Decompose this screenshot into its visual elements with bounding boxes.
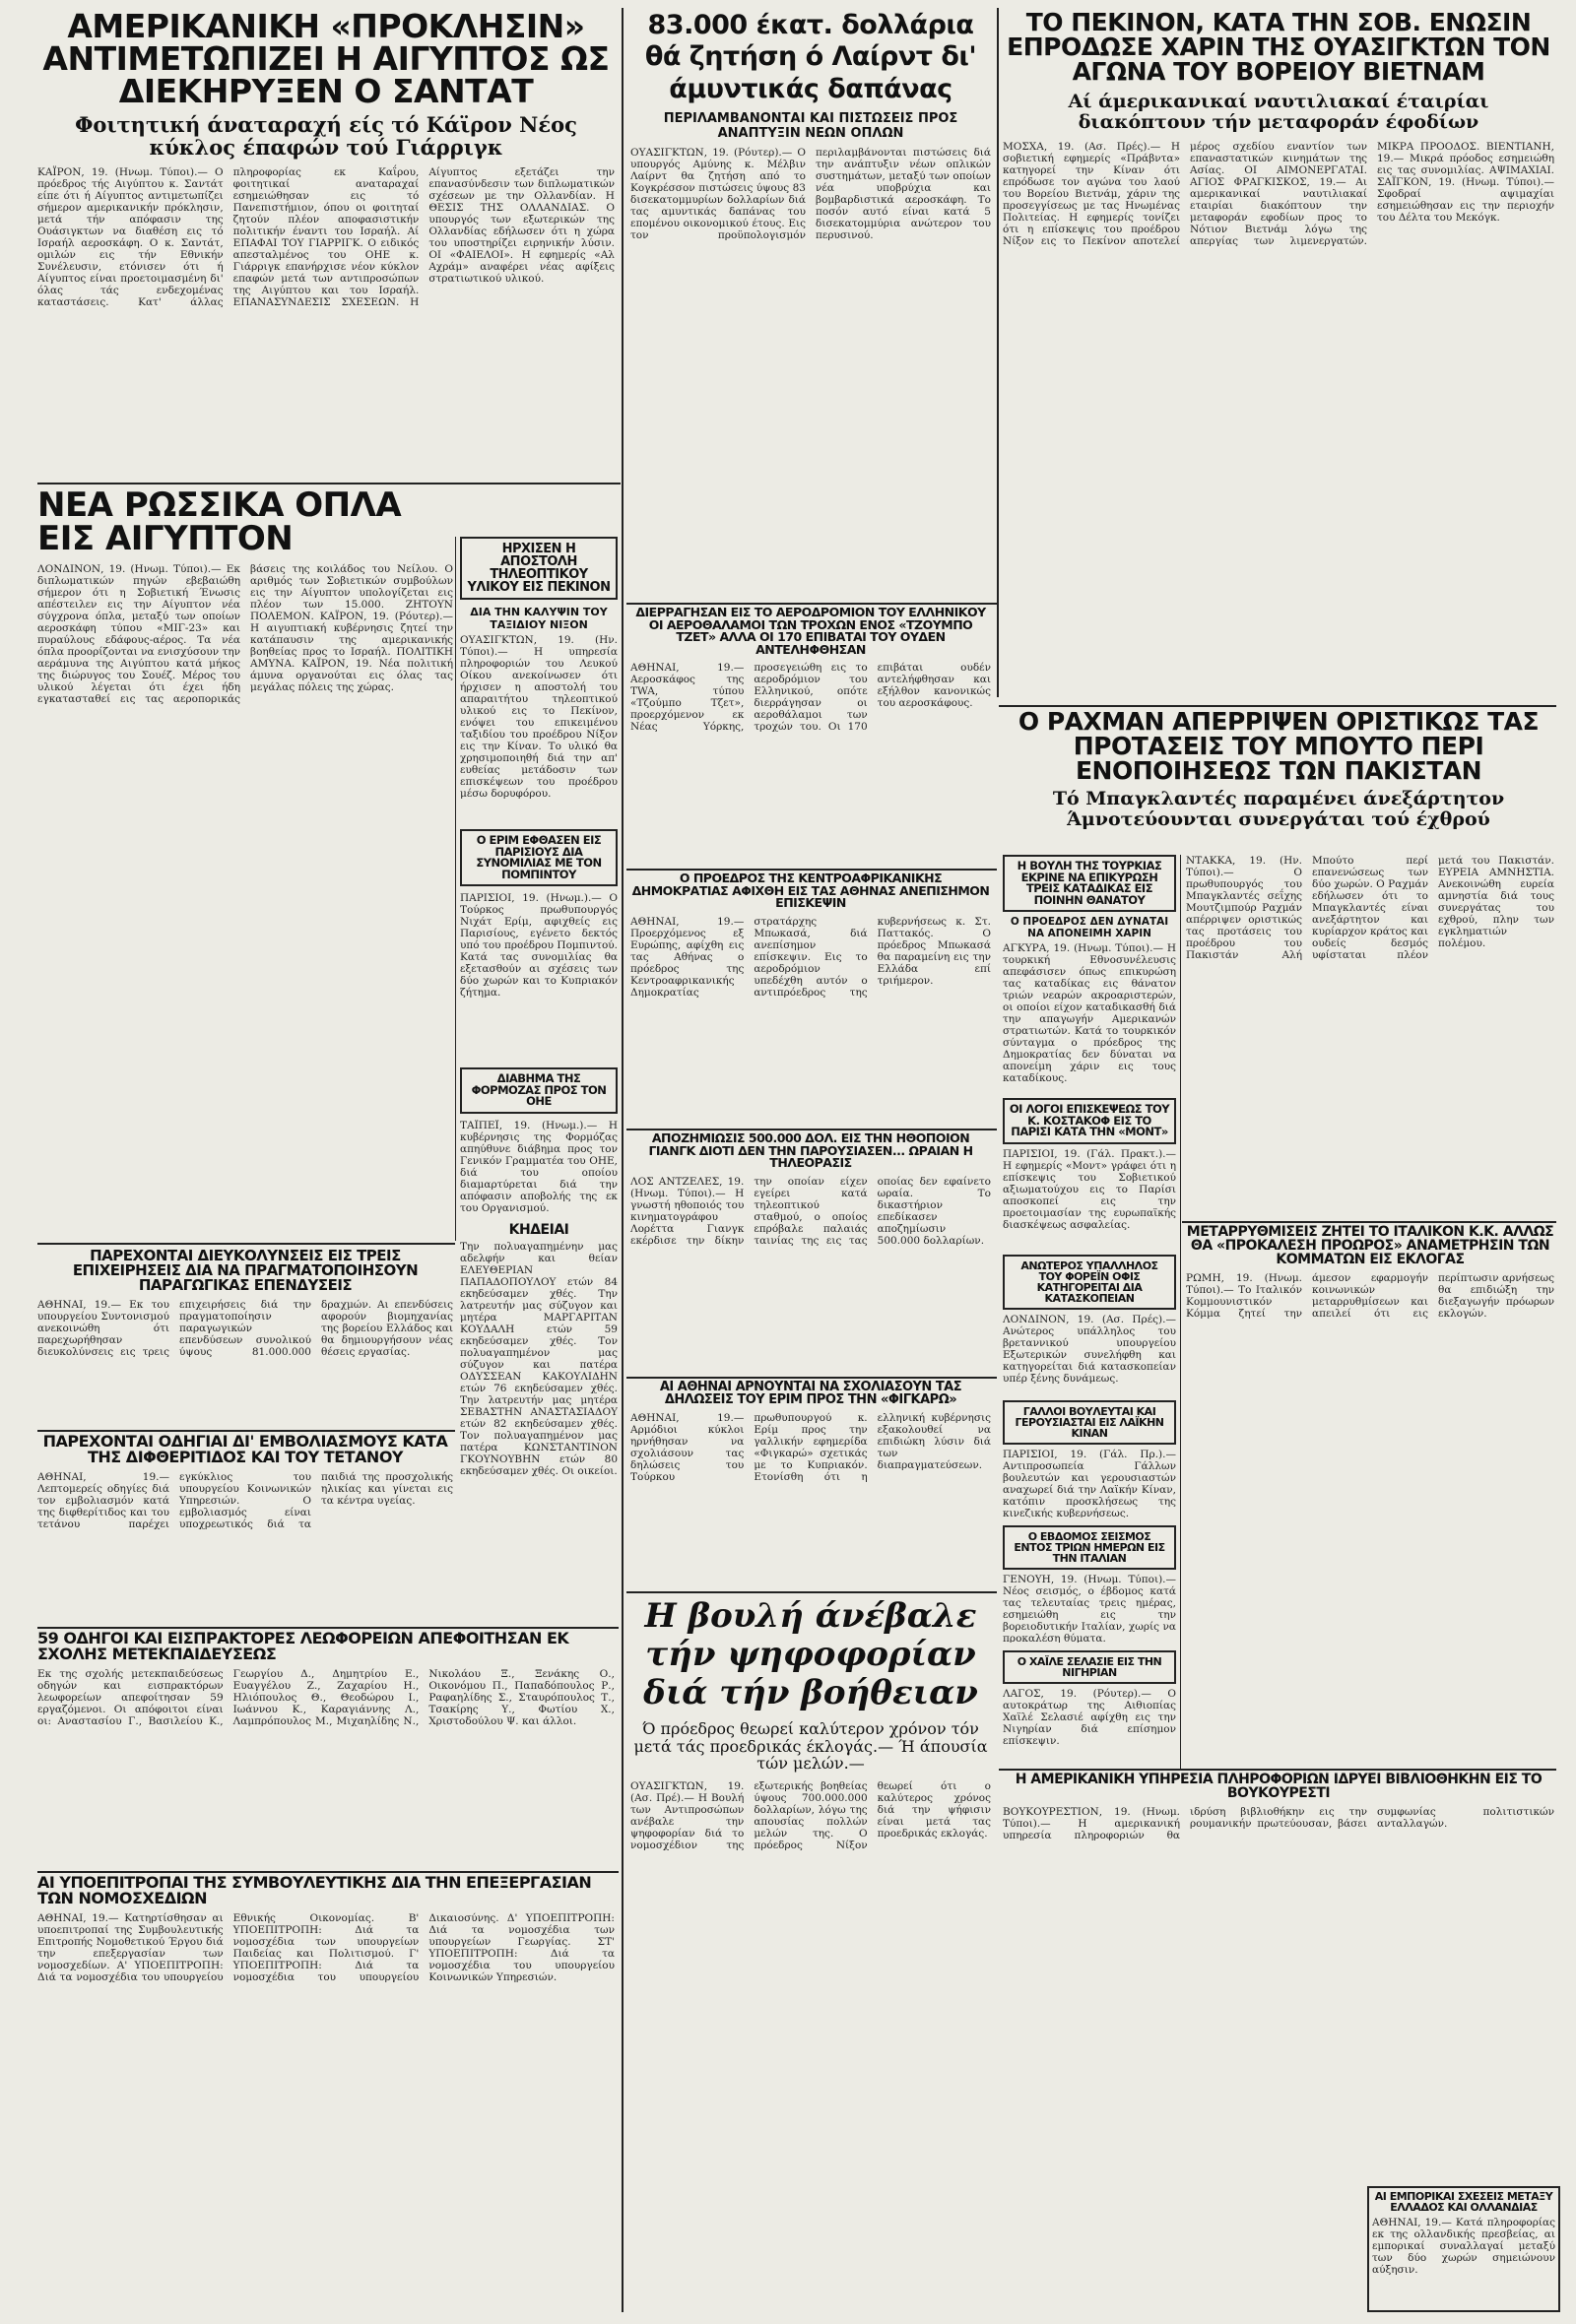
story-us-library-bucharest [1003, 1773, 1554, 2186]
sidebar-headline: Ο ΧΑΪΛΕ ΣΕΛΑΣΙΕ ΕΙΣ ΤΗΝ ΝΙΓΗΡΙΑΝ [1017, 1654, 1162, 1679]
story-body: ΚΑΪΡΟΝ, 19. (Ηνωμ. Τύποι).— Ο πρόεδρος τής Αιγύπτου κ. Σαντάτ είπε ότι ή Αίγυπτος αντιμετωπίζει σήμερον αμερικανικήν πρόκλησιν, μετά τήν απόφασιν της Ουάσιγκτων να διαθέση εις τό Ισραήλ αεροσκάφη. Ο κ. Σαντάτ, ομιλών εις τήν Εθνικήν Συνέλευσιν, ετόνισεν ότι ή Αίγυπτος είναι προετοιμασμένη δι' όλας τάς ενδεχομένας καταστάσεις. Κατ' άλλας πληροφορίας εκ Καΐρου, φοιτητικαί αναταραχαί εσημειώθησαν εις τό Πανεπιστήμιον, όπου οι φοιτηταί ζητούν πλέον αποφασιστικήν πολιτικήν έναντι του Ισραήλ. Αί ΕΠΑΦΑΙ ΤΟΥ ΓΙΑΡΡΙΓΚ. Ο ειδικός απεσταλμένος του ΟΗΕ κ. Γιάρριγκ επανήρχισε νέον κύκλον επαφών μετά των αντιπροσώπων της Αιγύπτου και του Ισραήλ. ΕΠΑΝΑΣΥΝΔΕΣΙΣ ΣΧΕΣΕΩΝ. Η Αίγυπτος εξετάζει την επανασύνδεσιν των διπλωματικών σχέσεων με την Ολλανδίαν. Η ΘΕΣΙΣ ΤΗΣ ΟΛΛΑΝΔΙΑΣ. Ο υπουργός των εξωτερικών της Ολλανδίας εδήλωσεν ότι η χώρα του υποστηρίζει ειρηνικήν λύσιν. ΟΙ «ΦΑΙΕΛΟΙ». Η εφημερίς «Αλ Αχράμ» αναφέρει νέας αφίξεις στρατιωτικού υλικού. [37, 166, 615, 309]
sidebar-headline: ΗΡΧΙΣΕΝ Η ΑΠΟΣΤΟΛΗ ΤΗΛΕΟΠΤΙΚΟΥ ΥΛΙΚΟΥ ΕΙΣ ΠΕΚΙΝΟΝ [467, 542, 611, 595]
sidebar-body: ΛΑΓΟΣ, 19. (Ρόυτερ).— Ο αυτοκράτωρ της Αιθιοπίας Χαϊλέ Σελασιέ αφίχθη εις την Νιγηρίαν διά επίσημον επίσκεψιν. [1003, 1687, 1176, 1747]
column-rule [622, 8, 624, 2312]
sidebar-box [1003, 855, 1176, 912]
story-separator [626, 603, 997, 605]
story-subhead: Φοιτητική άναταραχή είς τό Κάϊρον Νέος κύκλος έπαφών τού Γιάρριγκ [75, 112, 577, 161]
story-headline: 83.000 έκατ. δολλάρια θά ζητήση ό Λαίρντ δι' άμυντικάς δαπάνας [644, 10, 977, 104]
sidebar-box [1003, 1400, 1176, 1445]
story-body: ΟΥΑΣΙΓΚΤΩΝ, 19. (Ρόυτερ).— Ο υπουργός Αμύνης κ. Μέλβιν Λαίρντ θα ζητήση από το Κογκρέσσον πιστώσεις ύψους 83 δισεκατομμυρίων δολλαρίων διά τας αμυντικάς δαπάνας του επομένου οικονομικού έτους. Εις τον προϋπολογισμόν περιλαμβάνονται πιστώσεις διά την ανάπτυξιν νέων οπλικών συστημάτων, μεταξύ των οποίων νέα υποβρύχια και βομβαρδιστικά αεροσκάφη. Το ποσόν αυτό είναι κατά 5 δισεκατομμύρια ανώτερον του περυσινού. [630, 147, 991, 242]
right-sidebar-column [1003, 855, 1176, 1771]
story-body: ΟΥΑΣΙΓΚΤΩΝ, 19. (Ασ. Πρέ).— Η Βουλή των Αντιπροσώπων ανέβαλε την ψηφοφορίαν διά το νομοσχέδιον της εξωτερικής βοηθείας ύψους 700.000.000 δολλαρίων, λόγω της απουσίας πολλών μελών της. Ο πρόεδρος Νίξον θεωρεί ότι ο καλύτερος χρόνος διά την ψήφισιν είναι μετά τας προεδρικάς εκλογάς. [630, 1780, 991, 1852]
obituaries-body: Την πολυαγαπημένην μας αδελφήν και θείαν ΕΛΕΥΘΕΡΙΑΝ ΠΑΠΑΔΟΠΟΥΛΟΥ ετών 84 εκηδεύσαμεν χθές. Την λατρευτήν μας σύζυγον και μητέρα ΜΑΡΓΑΡΙΤΑΝ ΚΟΥΔΑΛΗ ετών 59 εκηδεύσαμεν χθές. Τον πολυαγαπημένον μας σύζυγον και πατέρα ΟΔΥΣΣΕΑΝ ΚΑΚΟΥΛΙΔΗΝ ετών 76 εκηδεύσαμεν χθές. Την λατρευτήν μας μητέρα ΣΕΒΑΣΤΗΝ ΑΝΑΣΤΑΣΙΑΔΟΥ ετών 82 εκηδεύσαμεν χθές. Τον πολυαγαπημένον μας πατέρα ΚΩΝΣΤΑΝΤΙΝΟΝ ΓΚΟΥΝΟΥΒΗΝ ετών 80 εκηδεύσαμεν χθές. Οι οικείοι. [460, 1240, 618, 1477]
story-peking-vietnam [1003, 10, 1554, 699]
story-headline: ΑΙ ΕΜΠΟΡΙΚΑΙ ΣΧΕΣΕΙΣ ΜΕΤΑΞΥ ΕΛΛΑΔΟΣ ΚΑΙ ΟΛΛΑΝΔΙΑΣ [1374, 2190, 1553, 2214]
sidebar-headline: ΟΙ ΛΟΓΟΙ ΕΠΙΣΚΕΨΕΩΣ ΤΟΥ Κ. ΚΟΣΤΑΚΟΦ ΕΙΣ ΤΟ ΠΑΡΙΣΙ ΚΑΤΑ ΤΗΝ «ΜΟΝΤ» [1009, 1102, 1170, 1138]
story-separator [37, 1430, 455, 1432]
sidebar-box [460, 537, 618, 600]
story-central-africa-president [630, 872, 991, 1119]
story-italian-communists [1186, 1225, 1554, 1757]
story-separator [37, 1243, 455, 1245]
story-separator [999, 1769, 1556, 1771]
story-headline: ΑΜΕΡΙΚΑΝΙΚΗ «ΠΡΟΚΛΗΣΙΝ» ΑΝΤΙΜΕΤΩΠΙΖΕΙ Η ΑΙΓΥΠΤΟΣ ΩΣ ΔΙΕΚΗΡΥΞΕΝ Ο ΣΑΝΤΑΤ [42, 10, 610, 110]
story-separator [626, 869, 997, 871]
story-headline: Η βουλή άνέβαλε τήν ψηφοφορίαν διά τήν βοήθειαν [643, 1597, 978, 1713]
sidebar-headline: Ο ΕΡΙΜ ΕΦΘΑΣΕΝ ΕΙΣ ΠΑΡΙΣΙΟΥΣ ΔΙΑ ΣΥΝΟΜΙΛΙΑΣ ΜΕ ΤΟΝ ΠΟΜΠΙΝΤΟΥ [476, 833, 602, 881]
story-bus-drivers [37, 1631, 615, 1867]
story-separator [37, 1871, 619, 1873]
story-body: Εκ της σχολής μετεκπαιδεύσεως οδηγών και εισπρακτόρων λεωφορείων απεφοίτησαν 59 εργαζόμενοι. Οι απόφοιτοι είναι οι: Αναστασίου Γ., Βασιλείου Κ., Γεωργίου Δ., Δημητρίου Ε., Ευαγγέλου Ζ., Ζαχαρίου Η., Ηλιόπουλος Θ., Θεοδώρου Ι., Ιωάννου Κ., Καραγιάννης Λ., Λαμπρόπουλος Μ., Μιχαηλίδης Ν., Νικολάου Ξ., Ξενάκης Ο., Οικονόμου Π., Παπαδόπουλος Ρ., Ραφαηλίδης Σ., Σταυρόπουλος Τ., Τσακίρης Υ., Φωτίου Χ., Χριστοδούλου Ψ. και άλλοι. [37, 1668, 615, 1727]
story-headline: ΔΙΕΡΡΑΓΗΣΑΝ ΕΙΣ ΤΟ ΑΕΡΟΔΡΟΜΙΟΝ ΤΟΥ ΕΛΛΗΝΙΚΟΥ ΟΙ ΑΕΡΟΘΑΛΑΜΟΙ ΤΩΝ ΤΡΟΧΩΝ ΕΝΟΣ «ΤΖΟΥΜΠΟ ΤΖΕΤ» ΑΛΛΑ ΟΙ 170 ΕΠΙΒΑΤΑΙ ΤΟΥ ΟΥΔΕΝ ΑΝΤΕΛΗΦΘΗΣΑΝ [635, 607, 986, 657]
story-body: ΒΟΥΚΟΥΡΕΣΤΙΟΝ, 19. (Ηνωμ. Τύποι).— Η αμερικανική υπηρεσία πληροφοριών θα ιδρύση βιβλιοθήκην εις την ρουμανικήν πρωτεύουσαν, βάσει συμφωνίας πολιτιστικών ανταλλαγών. [1003, 1806, 1554, 1841]
story-headline: ΠΑΡΕΧΟΝΤΑΙ ΔΙΕΥΚΟΛΥΝΣΕΙΣ ΕΙΣ ΤΡΕΙΣ ΕΠΙΧΕΙΡΗΣΕΙΣ ΔΙΑ ΝΑ ΠΡΑΓΜΑΤΟΠΟΙΗΣΟΥΝ ΠΑΡΑΓΩΓΙΚΑΣ ΕΠΕΝΔΥΣΕΙΣ [72, 1249, 419, 1294]
sidebar-body: ΛΟΝΔΙΝΟΝ, 19. (Ασ. Πρές).— Ανώτερος υπάλληλος του βρεταννικού υπουργείου Εξωτερικών συνελήφθη και κατηγορείται διά κατασκοπείαν υπέρ ξένης δυνάμεως. [1003, 1313, 1176, 1385]
story-subhead: Αί άμερικανικαί ναυτιλιακαί έταιρίαι διακόπτουν τήν μεταφοράν έφοδίων [1068, 91, 1489, 133]
story-headline: ΑΙ ΑΘΗΝΑΙ ΑΡΝΟΥΝΤΑΙ ΝΑ ΣΧΟΛΙΑΣΟΥΝ ΤΑΣ ΔΗΛΩΣΕΙΣ ΤΟΥ ΕΡΙΜ ΠΡΟΣ ΤΗΝ «ΦΙΓΚΑΡΩ» [659, 1381, 962, 1407]
story-vaccination [37, 1434, 453, 1623]
story-subhead: ΠΕΡΙΛΑΜΒΑΝΟΝΤΑΙ ΚΑΙ ΠΙΣΤΩΣΕΙΣ ΠΡΟΣ ΑΝΑΠΤΥΞΙΝ ΝΕΩΝ ΟΠΛΩΝ [663, 111, 958, 142]
story-separator [37, 483, 621, 484]
sidebar-headline: ΑΝΩΤΕΡΟΣ ΥΠΑΛΛΗΛΟΣ ΤΟΥ ΦΟΡΕΪΝ ΟΦΙΣ ΚΑΤΗΓΟΡΕΙΤΑΙ ΔΙΑ ΚΑΤΑΣΚΟΠΕΙΑΝ [1020, 1259, 1158, 1305]
sidebar-body: ΓΕΝΟΥΗ, 19. (Ηνωμ. Τύποι).— Νέος σεισμός, ο έβδομος κατά τας τελευταίας τρεις ημέρας, εσημειώθη εις την βορειοδυτικήν Ιταλίαν, χωρίς να προκαλέση θύματα. [1003, 1573, 1176, 1643]
story-subcommittees [37, 1875, 615, 2308]
sidebar-box [1003, 1525, 1176, 1570]
story-laird-defense [630, 10, 991, 591]
story-separator [37, 1627, 619, 1629]
story-headline: ΑΠΟΖΗΜΙΩΣΙΣ 500.000 ΔΟΛ. ΕΙΣ ΤΗΝ ΗΘΟΠΟΙΟΝ ΓΙΑΝΓΚ ΔΙΟΤΙ ΔΕΝ ΤΗΝ ΠΑΡΟΥΣΙΑΣΕΝ... ΩΡΑΙΑΝ Η ΤΗΛΕΟΡΑΣΙΣ [648, 1132, 973, 1170]
story-body: ΛΟΝΔΙΝΟΝ, 19. (Ηνωμ. Τύποι).— Εκ διπλωματικών πηγών εβεβαιώθη σήμερον ότι η Σοβιετική Ένωσις απέστειλεν εις την Αίγυπτον νέα σύγχρονα όπλα, μεταξύ των οποίων αεροσκάφη τύπου «ΜΙΓ-23» και πυραύλους εδάφους-αέρος. Τα νέα όπλα προορίζονται να ενισχύσουν την αεράμυνα της Αιγύπτου κατά μήκος της διώρυγος του Σουέζ. Μέρος του υλικού λέγεται ότι έχει ήδη εγκατασταθεί εις τας αεροπορικάς βάσεις της κοιλάδος του Νείλου. Ο αριθμός των Σοβιετικών συμβούλων εις την Αίγυπτον υπολογίζεται εις πλέον των 15.000. ΖΗΤΟΥΝ ΠΟΛΕΜΟΝ. ΚΑΪΡΟΝ, 19. (Ρόυτερ).— Η αιγυπτιακή κυβέρνησις ζητεί την κατάπαυσιν της αμερικανικής βοηθείας προς το Ισραήλ. ΠΟΛΙΤΙΚΗ ΑΜΥΝΑ. ΚΑΪΡΟΝ, 19. Νέα πολιτική άμυνα οργανούται εις όλας τας μεγάλας πόλεις της χώρας. [37, 563, 453, 705]
story-separator [626, 1129, 997, 1130]
story-body: ΑΘΗΝΑΙ, 19.— Προερχόμενος εξ Ευρώπης, αφίχθη εις τας Αθήνας ο πρόεδρος της Κεντροαφρικανικής Δημοκρατίας στρατάρχης Μπωκασά, διά ανεπίσημον επίσκεψιν. Εις το αεροδρόμιον υπεδέχθη αυτόν ο αντιπρόεδρος της κυβερνήσεως κ. Στ. Παττακός. Ο πρόεδρος Μπωκασά θα παραμείνη εις την Ελλάδα επί τριήμερον. [630, 915, 991, 999]
story-headline: Η ΑΜΕΡΙΚΑΝΙΚΗ ΥΠΗΡΕΣΙΑ ΠΛΗΡΟΦΟΡΙΩΝ ΙΔΡΥΕΙ ΒΙΒΛΙΟΘΗΚΗΝ ΕΙΣ ΤΟ ΒΟΥΚΟΥΡΕΣΤΙ [1015, 1773, 1543, 1801]
story-body: ΑΘΗΝΑΙ, 19.— Κατηρτίσθησαν αι υποεπιτροπαί της Συμβουλευτικής Επιτροπής Νομοθετικού Έργου διά την επεξεργασίαν των νομοσχεδίων. Α' ΥΠΟΕΠΙΤΡΟΠΗ: Διά τα νομοσχέδια του υπουργείου Εθνικής Οικονομίας. Β' ΥΠΟΕΠΙΤΡΟΠΗ: Διά τα νομοσχέδια των υπουργείων Παιδείας και Πολιτισμού. Γ' ΥΠΟΕΠΙΤΡΟΠΗ: Διά τα νομοσχέδια του υπουργείου Δικαιοσύνης. Δ' ΥΠΟΕΠΙΤΡΟΠΗ: Διά τα νομοσχέδια των υπουργείων Γεωργίας. ΣΤ' ΥΠΟΕΠΙΤΡΟΠΗ: Διά τα νομοσχέδια του υπουργείου Κοινωνικών Υπηρεσιών. [37, 1912, 615, 1983]
story-body: ΝΤΑΚΚΑ, 19. (Ην. Τύποι).— Ο πρωθυπουργός του Μπαγκλαντές σεΐχης Μουτζιμπούρ Ραχμάν απέρριψεν οριστικώς τας προτάσεις του προέδρου του Πακιστάν Αλή Μπούτο περί επανενώσεως των δύο χωρών. Ο Ραχμάν εδήλωσεν ότι το Μπαγκλαντές είναι ανεξάρτητον και κυρίαρχον κράτος και ουδείς δεσμός υφίσταται πλέον μετά του Πακιστάν. ΕΥΡΕΙΑ ΑΜΝΗΣΤΙΑ. Ανεκοινώθη ευρεία αμνηστία διά τους συνεργάτας του εχθρού, πλην των εγκληματιών πολέμου. [1186, 855, 1554, 961]
column-rule [1180, 855, 1181, 1771]
column-rule [455, 537, 456, 1241]
story-headline: ΤΟ ΠΕΚΙΝΟΝ, ΚΑΤΑ ΤΗΝ ΣΟΒ. ΕΝΩΣΙΝ ΕΠΡΟΔΩΣΕ ΧΑΡΙΝ ΤΗΣ ΟΥΑΣΙΓΚΤΩΝ ΤΟΝ ΑΓΩΝΑ ΤΟΥ ΒΟΡΕΙΟΥ ΒΙΕΤΝΑΜ [1007, 10, 1550, 86]
story-separator [626, 1591, 997, 1593]
story-headline: ΝΕΑ ΡΩΣΣΙΚΑ ΟΠΛΑ ΕΙΣ ΑΙΓΥΠΤΟΝ [37, 488, 402, 558]
story-rahman-bhutto [1003, 709, 1554, 847]
story-body: ΑΘΗΝΑΙ, 19.— Αεροσκάφος της TWA, τύπου «Τζούμπο Τζετ», προερχόμενον εκ Νέας Υόρκης, προσεγειώθη εις το αεροδρόμιον του Ελληνικού, οπότε διερράγησαν οι αεροθάλαμοι των τροχών του. Οι 170 επιβάται ουδέν αντελήφθησαν και εξήλθον κανονικώς του αεροσκάφους. [630, 662, 991, 733]
sidebar-box [1003, 1098, 1176, 1144]
story-headline: ΠΑΡΕΧΟΝΤΑΙ ΟΔΗΓΙΑΙ ΔΙ' ΕΜΒΟΛΙΑΣΜΟΥΣ ΚΑΤΑ ΤΗΣ ΔΙΦΘΕΡΙΤΙΔΟΣ ΚΑΙ ΤΟΥ ΤΕΤΑΝΟΥ [42, 1434, 448, 1466]
story-jumbo-jet [630, 607, 991, 863]
sidebar-headline: ΓΑΛΛΟΙ ΒΟΥΛΕΥΤΑΙ ΚΑΙ ΓΕΡΟΥΣΙΑΣΤΑΙ ΕΙΣ ΛΑΪΚΗΝ ΚΙΝΑΝ [1015, 1404, 1164, 1440]
story-body: ΜΟΣΧΑ, 19. (Ασ. Πρές).— Η σοβιετική εφημερίς «Πράβντα» κατηγορεί την Κίναν ότι επρόδωσε τον αγώνα του λαού του Βορείου Βιετνάμ, χάριν της προσεγγίσεως με τας Ηνωμένας Πολιτείας. Η εφημερίς τονίζει ότι η επίσκεψις του προέδρου Νίξον εις το Πεκίνον αποτελεί μέρος σχεδίου εναντίον των επαναστατικών κινημάτων της Ασίας. ΟΙ ΑΙΜΟΝΕΡΓΑΤΑΙ. ΑΓΙΟΣ ΦΡΑΓΚΙΣΚΟΣ, 19.— Αι αμερικανικαί ναυτιλιακαί εταιρίαι διακόπτουν την μεταφοράν εφοδίων προς το Νότιον Βιετνάμ λόγω της απεργίας των λιμενεργατών. ΜΙΚΡΑ ΠΡΟΟΔΟΣ. ΒΙΕΝΤΙΑΝΗ, 19.— Μικρά πρόοδος εσημειώθη εις τας συνομιλίας. ΑΨΙΜΑΧΙΑΙ. ΣΑΪΓΚΟΝ, 19. (Ηνωμ. Τύποι).— Σφοδραί αψιμαχίαι εσημειώθησαν εις την περιοχήν του Δέλτα του Μεκόγκ. [1003, 140, 1554, 247]
sidebar-headline: Ο ΕΒΔΟΜΟΣ ΣΕΙΣΜΟΣ ΕΝΤΟΣ ΤΡΙΩΝ ΗΜΕΡΩΝ ΕΙΣ ΤΗΝ ΙΤΑΛΙΑΝ [1014, 1529, 1165, 1565]
sidebar-subhead: Ο ΠΡΟΕΔΡΟΣ ΔΕΝ ΔΥΝΑΤΑΙ ΝΑ ΑΠΟΝΕΙΜΗ ΧΑΡΙΝ [1010, 916, 1169, 939]
sidebar-box [460, 1067, 618, 1114]
sidebar-body: ΠΑΡΙΣΙΟΙ, 19. (Ηνωμ.).— Ο Τούρκος πρωθυπουργός Νιχάτ Ερίμ, αφιχθείς εις Παρισίους, εγένετο δεκτός υπό του προέδρου Πομπιντού. Κατά τας συνομιλίας θα εξετασθούν αι σχέσεις των δύο χωρών και το Κυπριακόν ζήτημα. [460, 892, 618, 999]
story-separator [626, 1377, 997, 1379]
story-headline: 59 ΟΔΗΓΟΙ ΚΑΙ ΕΙΣΠΡΑΚΤΟΡΕΣ ΛΕΩΦΟΡΕΙΩΝ ΑΠΕΦΟΙΤΗΣΑΝ ΕΚ ΣΧΟΛΗΣ ΜΕΤΕΚΠΑΙΔΕΥΣΕΩΣ [37, 1631, 569, 1663]
sidebar-body: ΤΑΪΠΕΪ, 19. (Ηνωμ.).— Η κυβέρνησις της Φορμόζας απηύθυνε διάβημα προς τον Γενικόν Γραμματέα του ΟΗΕ, διά του οποίου διαμαρτύρεται διά την απόφασιν αποβολής της εκ του Οργανισμού. [460, 1119, 618, 1213]
story-athens-erim-comments [630, 1381, 991, 1587]
story-subhead: Ό πρόεδρος θεωρεί καλύτερον χρόνον τόν μετά τάς προεδρικάς έκλογάς.— Ή άπουσία τών μελών.— [633, 1719, 988, 1774]
sidebar-body: ΠΑΡΙΣΙΟΙ, 19. (Γάλ. Πρακτ.).— Η εφημερίς «Μοντ» γράφει ότι η επίσκεψις του Σοβιετικού αξιωματούχου εις το Παρίσι αποσκοπεί εις την προετοιμασίαν της ευρωπαϊκής διασκέψεως ασφαλείας. [1003, 1147, 1176, 1231]
story-rahman-body [1186, 855, 1554, 1168]
sidebar-body: ΑΓΚΥΡΑ, 19. (Ηνωμ. Τύποι).— Η τουρκική Εθνοσυνέλευσις απεφάσισεν όπως επικυρώση τας καταδίκας εις θάνατον τριών νεαρών ακροαριστερών, οι οποίοι είχον καταδικασθή διά την απαγωγήν Αμερικανών στρατιωτών. Κατά το τουρκικόν σύνταγμα ο πρόεδρος της Δημοκρατίας δεν δύναται να απονείμη χάριν εις τους καταδίκους. [1003, 942, 1176, 1084]
sidebar-subhead: ΔΙΑ ΤΗΝ ΚΑΛΥΨΙΝ ΤΟΥ ΤΑΞΙΔΙΟΥ ΝΙΞΟΝ [470, 606, 608, 631]
sidebar-headline: ΔΙΑΒΗΜΑ ΤΗΣ ΦΟΡΜΟΖΑΣ ΠΡΟΣ ΤΟΝ ΟΗΕ [471, 1071, 607, 1108]
story-body: ΡΩΜΗ, 19. (Ηνωμ. Τύποι).— Το Ιταλικόν Κομμουνιστικόν Κόμμα ζητεί την άμεσον εφαρμογήν κοινωνικών μεταρρυθμίσεων και απειλεί ότι εις περίπτωσιν αρνήσεως θα επιδιώξη την διεξαγωγήν πρόωρων εκλογών. [1186, 1272, 1554, 1320]
sidebar-body: ΟΥΑΣΙΓΚΤΩΝ, 19. (Ην. Τύποι).— Η υπηρεσία πληροφοριών του Λευκού Οίκου ανεκοίνωσεν ότι ήρχισεν η αποστολή του απαραιτήτου τηλεοπτικού υλικού εις το Πεκίνον, ενόψει του επικειμένου ταξιδίου του προέδρου Νίξον εις την Κίναν. Το υλικό θα χρησιμοποιηθή διά την απ' ευθείας μετάδοσιν των επισκέψεων του προέδρου μέσω δορυφόρου. [460, 634, 618, 800]
story-russian-weapons [37, 488, 453, 1237]
story-trade-relations [1367, 2186, 1560, 2312]
story-body: ΑΘΗΝΑΙ, 19.— Λεπτομερείς οδηγίες διά τον εμβολιασμόν κατά της διφθερίτιδος και του τετάνου παρέχει εγκύκλιος του υπουργείου Κοινωνικών Υπηρεσιών. Ο εμβολιασμός είναι υποχρεωτικός διά τα παιδιά της προσχολικής ηλικίας και γίνεται εις τα κέντρα υγείας. [37, 1471, 453, 1530]
story-separator [999, 705, 1556, 707]
story-young-compensation [630, 1132, 991, 1329]
story-headline: ΑΙ ΥΠΟΕΠΙΤΡΟΠΑΙ ΤΗΣ ΣΥΜΒΟΥΛΕΥΤΙΚΗΣ ΔΙΑ ΤΗΝ ΕΠΕΞΕΡΓΑΣΙΑΝ ΤΩΝ ΝΟΜΟΣΧΕΔΙΩΝ [37, 1875, 592, 1907]
story-investments [37, 1249, 453, 1426]
obituaries-headline: ΚΗΔΕΙΑΙ [508, 1221, 569, 1238]
story-house-vote [630, 1597, 991, 2306]
sidebar-box [1003, 1650, 1176, 1684]
sidebar-box [1003, 1255, 1176, 1310]
sidebar-body: ΠΑΡΙΣΙΟΙ, 19. (Γάλ. Πρ.).— Αντιπροσωπεία Γάλλων βουλευτών και γερουσιαστών αναχωρεί διά την Λαϊκήν Κίναν, κατόπιν προσκλήσεως της κινεζικής κυβερνήσεως. [1003, 1448, 1176, 1517]
sidebar-headline: Η ΒΟΥΛΗ ΤΗΣ ΤΟΥΡΚΙΑΣ ΕΚΡΙΝΕ ΝΑ ΕΠΙΚΥΡΩΣΗ ΤΡΕΙΣ ΚΑΤΑΔΙΚΑΣ ΕΙΣ ΠΟΙΝΗΝ ΘΑΝΑΤΟΥ [1017, 859, 1162, 907]
column-rule [997, 8, 999, 697]
story-headline: Ο ΡΑΧΜΑΝ ΑΠΕΡΡΙΨΕΝ ΟΡΙΣΤΙΚΩΣ ΤΑΣ ΠΡΟΤΑΣΕΙΣ ΤΟΥ ΜΠΟΥΤΟ ΠΕΡΙ ΕΝΟΠΟΙΗΣΕΩΣ ΤΩΝ ΠΑΚΙΣΤΑΝ [1018, 709, 1540, 785]
story-headline: Ο ΠΡΟΕΔΡΟΣ ΤΗΣ ΚΕΝΤΡΟΑΦΡΙΚΑΝΙΚΗΣ ΔΗΜΟΚΡΑΤΙΑΣ ΑΦΙΧΘΗ ΕΙΣ ΤΑΣ ΑΘΗΝΑΣ ΑΝΕΠΙΣΗΜΟΝ ΕΠΙΣΚΕΨΙΝ [631, 872, 990, 910]
story-subhead: Τό Μπαγκλαντές παραμένει άνεξάρτητον Άμνοτεύουνται συνεργάται τού έχθρού [1052, 788, 1505, 830]
story-body: ΛΟΣ ΑΝΤΖΕΛΕΣ, 19. (Ηνωμ. Τύποι).— Η γνωστή ηθοποιός του κινηματογράφου Λορέττα Γιανγκ εκέρδισε την δίκην την οποίαν είχεν εγείρει κατά τηλεοπτικού σταθμού, ο οποίος επρόβαλε παλαιάς ταινίας της εις τας οποίας δεν εφαίνετο ωραία. Το δικαστήριον επεδίκασεν αποζημίωσιν 500.000 δολλαρίων. [630, 1175, 991, 1247]
story-body: ΑΘΗΝΑΙ, 19.— Εκ του υπουργείου Συντονισμού ανεκοινώθη ότι παρεχωρήθησαν διευκολύνσεις εις τρεις επιχειρήσεις διά την πραγματοποίησιν παραγωγικών επενδύσεων συνολικού ύψους 81.000.000 δραχμών. Αι επενδύσεις αφορούν βιομηχανίας της βορείου Ελλάδος και θα δημιουργήσουν νέας θέσεις εργασίας. [37, 1299, 453, 1358]
sidebar-box [460, 829, 618, 886]
story-body: ΑΘΗΝΑΙ, 19.— Αρμόδιοι κύκλοι ηρνήθησαν να σχολιάσουν τας δηλώσεις του Τούρκου πρωθυπουργού κ. Ερίμ προς την γαλλικήν εφημερίδα «Φιγκαρώ» σχετικάς με το Κυπριακόν. Ετονίσθη ότι η ελληνική κυβέρνησις εξακολουθεί να επιδιώκη λύσιν διά των διαπραγματεύσεων. [630, 1412, 991, 1483]
story-headline: ΜΕΤΑΡΡΥΘΜΙΣΕΙΣ ΖΗΤΕΙ ΤΟ ΙΤΑΛΙΚΟΝ Κ.Κ. ΑΛΛΩΣ ΘΑ «ΠΡΟΚΑΛΕΣΗ ΠΡΟΩΡΟΣ» ΑΝΑΜΕΤΡΗΣΙΝ ΤΩΝ ΚΟΜΜΑΤΩΝ ΕΙΣ ΕΚΛΟΓΑΣ [1186, 1225, 1554, 1267]
story-body: ΑΘΗΝΑΙ, 19.— Κατά πληροφορίας εκ της ολλανδικής πρεσβείας, αι εμπορικαί συναλλαγαί μεταξύ των δύο χωρών σημειώνουν αύξησιν. [1372, 2217, 1555, 2276]
story-separator [1182, 1221, 1556, 1223]
story-egypt-challenge [37, 10, 615, 479]
